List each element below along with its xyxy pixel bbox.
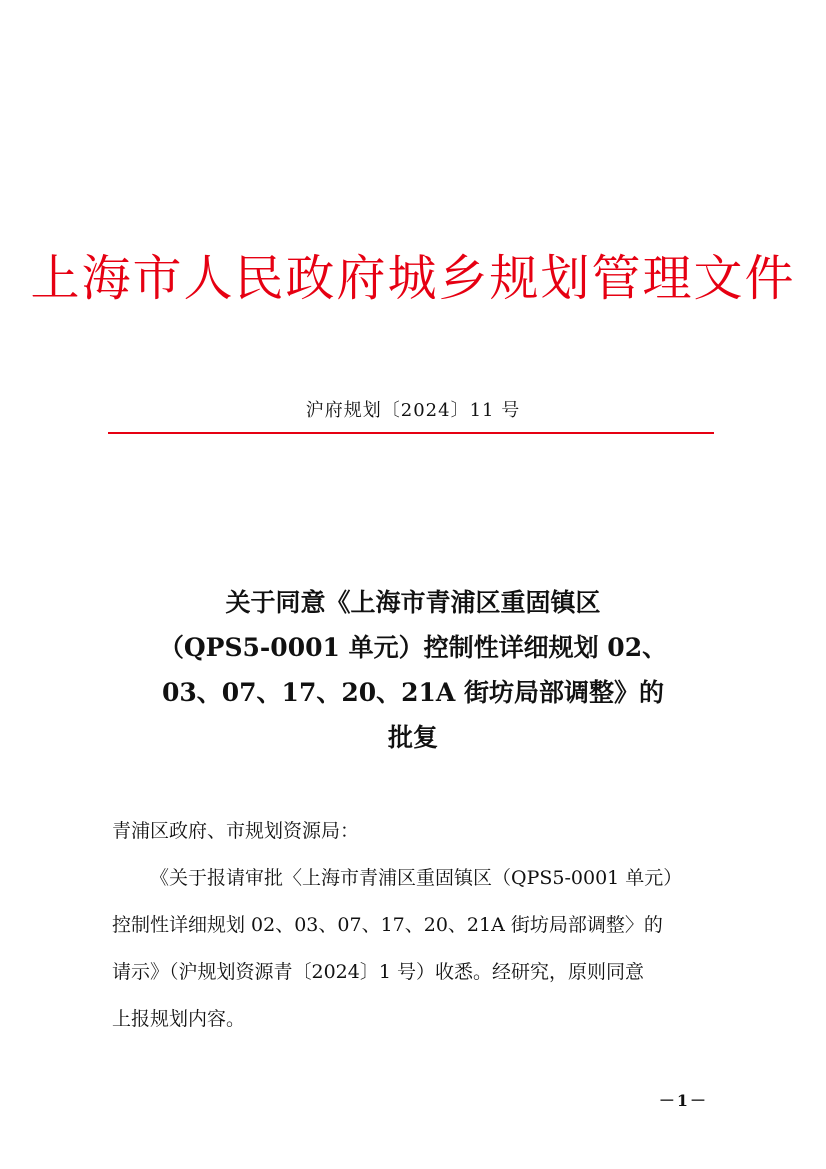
body-line: 控制性详细规划 02、03、07、17、20、21A 街坊局部调整〉的 [112,914,663,936]
body-line: 上报规划内容。 [112,1008,246,1030]
addressee: 青浦区政府、市规划资源局： [112,820,360,842]
title-line: 关于同意《上海市青浦区重固镇区 [225,588,601,617]
body-line: 请示》（沪规划资源青〔2024〕1 号）收悉。经研究，原则同意 [112,961,644,983]
body-line: 《关于报请审批〈上海市青浦区重固镇区（QPS5-0001 单元） [150,867,683,889]
document-header-title: 上海市人民政府城乡规划管理文件 [30,250,796,307]
page-number: －1－ [658,1091,708,1110]
document-body [112,808,720,1043]
title-line: （QPS5-0001 单元）控制性详细规划 02、 [158,633,668,662]
title-line: 03、07、17、20、21A 街坊局部调整》的 [161,678,665,707]
document-title [100,580,726,760]
red-separator-line [108,432,714,434]
title-line: 批复 [387,723,438,752]
document-number: 沪府规划〔2024〕11 号 [305,400,521,421]
